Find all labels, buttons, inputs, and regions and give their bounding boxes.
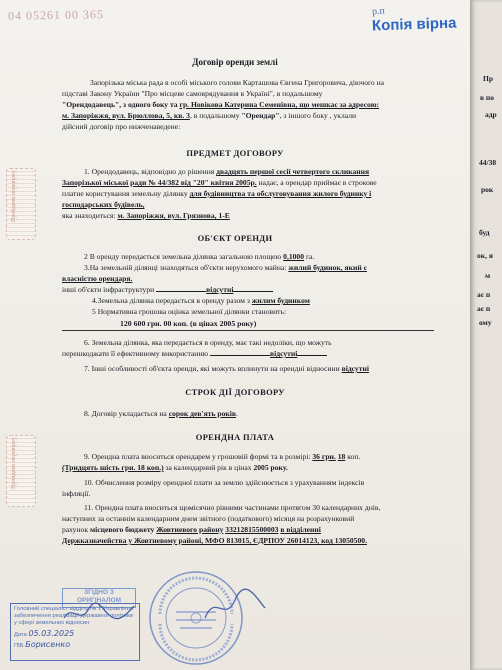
underlying-text: ому [479, 318, 492, 327]
subject-line: Запорізької міської ради № 44/382 від "20" квітня 2005р. надає, а орендар приймає в строкове [62, 178, 377, 187]
certification-stamp: Головний спеціаліст відділу № 1 Управління забезпечення реалізації державної політики у сфері земельних відносин Дата 05.03.2025 ПІБ Борисенко [10, 603, 140, 661]
intro-line: Запорізька міська рада в особі міського голови Карташова Євгена Григоровича, діючого на [90, 78, 385, 87]
subject-line: яка знаходиться: м. Запоріжжя, вул. Грязнова, 1-Е [62, 211, 230, 220]
signature-mark [60, 600, 140, 625]
object-line: перешкоджати її ефективному використанню відсутні [62, 349, 327, 359]
seal-signature [200, 588, 270, 628]
section-heading-subject: ПРЕДМЕТ ДОГОВОРУ [186, 148, 284, 158]
object-line: 4.Земельна ділянка передається в оренду разом з жилим будинком [92, 296, 310, 305]
object-line: 6. Земельна ділянка, яка передається в оренду, має такі недоліки, що можуть [84, 338, 332, 347]
certified-copy-stamp: Копія вірна [371, 14, 457, 35]
section-heading-term: СТРОК ДІЇ ДОГОВОРУ [185, 387, 285, 397]
term-line: 8. Договір укладається на сорок дев'ять років. [84, 409, 238, 418]
document-title: Договір оренди землі [192, 57, 278, 67]
underlying-text: адр [485, 110, 497, 119]
underlying-text: ає п [477, 304, 491, 313]
intro-line: дійсний договір про нижченаведене: [62, 122, 181, 131]
separator [62, 330, 434, 331]
underlying-text: ок, я [477, 251, 493, 260]
rent-line: 11. Орендна плата вноситься щомісячно рівними частинами протягом 30 календарних днів, [84, 503, 381, 512]
object-line: 2 В оренду передається земельна ділянка загальною площею 0,1000 га. [84, 252, 315, 261]
subject-line: господарських будівель, [62, 200, 145, 209]
intro-line: м. Запоріжжя, вул. Брюллова, 5, кв. 3, в подальшому "Орендар", з іншого боку , уклали [62, 111, 357, 120]
underlying-text: буд [479, 228, 490, 237]
side-verification-tab: Пройдено перевірку [6, 435, 36, 507]
object-line: інші об'єкти інфраструктури відсутні [62, 285, 273, 295]
rent-line: інфляції. [62, 489, 91, 498]
intro-line: "Орендодавець", з одного боку та гр. Новікова Катерина Семенівна, що мешкає за адресою: [62, 100, 380, 109]
normative-valuation: 120 600 грн. 00 коп. (в цінах 2005 року) [120, 319, 257, 328]
object-line: 7. Інші особливості об'єкта оренди, які можуть вплинути на орендні відносини відсутні [84, 364, 369, 373]
subject-line: 1. Орендодавець, відповідно до рішення двадцять першої сесії четвертого скликання [84, 167, 370, 176]
underlying-text: Пр [483, 74, 494, 83]
rent-line: Держказначейства у Жовтневому районі, МФО 813015, ЄДРПОУ 26014123, код 13050500. [62, 536, 367, 545]
underlying-text: м [485, 271, 491, 280]
underlying-text: ає п [477, 290, 491, 299]
document-number: 04 05261 00 365 [7, 7, 105, 23]
object-line: 3.На земельній ділянці знаходяться об'єкти нерухомого майна: жилий будинок, який є [84, 263, 367, 272]
rent-line: наступних за останнім календарним днем звітного (податкового) місяця на розрахунковий [62, 514, 355, 523]
object-line: власністю орендаря. [62, 274, 133, 283]
match-original-stamp: ЗГІДНО З ОРИГІНАЛОМ [62, 588, 136, 608]
intro-line: підставі Закону України "Про місцеве самоврядування в Україні", в подальшому [62, 89, 323, 98]
underlying-text: в по [480, 93, 494, 102]
section-heading-object: ОБ'ЄКТ ОРЕНДИ [197, 233, 273, 243]
side-verification-tab: Пройдено перевірку [6, 168, 36, 240]
registration-mark: р.п [371, 5, 386, 18]
rent-line: 10. Обчислення розміру орендної плати за землю здійснюється з урахуванням індексів [84, 478, 365, 487]
object-line: 5 Нормативна грошова оцінка земельної ділянки становить: [92, 307, 287, 316]
underlying-text: 44/38 [479, 158, 497, 167]
rent-line: 9. Орендна плата вноситься орендарем у грошовій формі та в розмірі: 36 грн. 18 коп. [84, 452, 361, 461]
rent-line: рахунок місцевого бюджету Жовтневого району 33212815500003 в відділенні [62, 525, 321, 534]
subject-line: платне користування земельну ділянку для будівництва та обслуговування жилого будинку і [62, 189, 372, 198]
underlying-text: рок [481, 185, 494, 194]
rent-line: (Тридцять шість грн. 18 коп.) за календарний рік в цінах 2005 року. [62, 463, 288, 472]
section-heading-rent: ОРЕНДНА ПЛАТА [195, 432, 275, 442]
